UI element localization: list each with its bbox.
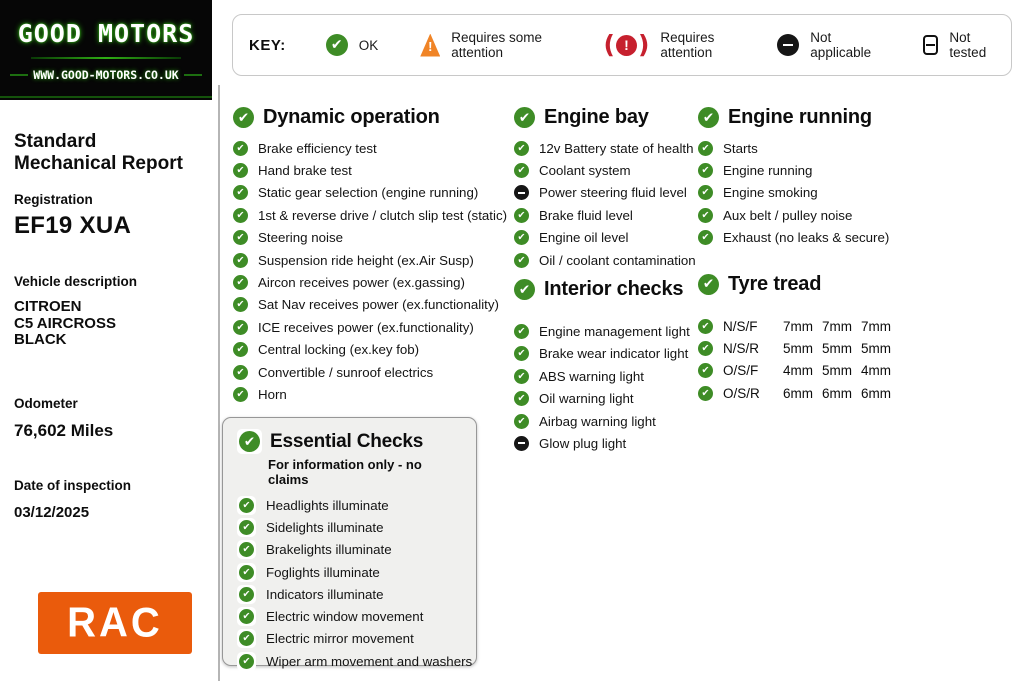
status-icon [233, 365, 248, 380]
check-item [514, 227, 704, 249]
key-item-not-tested [923, 30, 993, 60]
tyre-tread-row [698, 360, 913, 382]
status-icon [514, 185, 529, 200]
tyre-position-label: O/S/F [723, 363, 759, 379]
check-item-label: Static gear selection (engine running) [258, 185, 479, 201]
rac-logo [38, 592, 192, 654]
tyre-depth-value: 5mm [861, 341, 891, 357]
status-icon [698, 363, 713, 378]
vehicle-model: C5 AIRCROSS [14, 314, 116, 332]
check-item-label: Oil warning light [539, 391, 634, 407]
odometer-block [14, 396, 198, 441]
tyre-depth-value: 6mm [783, 385, 813, 401]
status-icon [239, 609, 254, 624]
key-legend [232, 14, 1012, 76]
check-item-label: Sidelights illuminate [266, 519, 384, 535]
check-item-label: Engine running [723, 163, 813, 179]
column-dynamic-operation [233, 106, 509, 406]
sidebar-divider [218, 85, 220, 681]
status-icon [514, 414, 529, 429]
status-icon [514, 163, 529, 178]
check-item [233, 361, 509, 383]
vehicle-make: CITROEN [14, 298, 82, 315]
check-item [237, 650, 473, 672]
vehicle-description-block [14, 274, 198, 349]
section-status-icon [698, 274, 719, 295]
check-item [514, 182, 704, 204]
status-icon [233, 387, 248, 402]
check-item-label: Brake fluid level [539, 207, 633, 223]
key-item-label: Not tested [949, 30, 987, 60]
section-engine-bay [514, 106, 704, 271]
alert-icon: ( ! ) [604, 35, 650, 56]
tyre-position-label: N/S/R [723, 341, 760, 357]
vehicle-colour: BLACK [14, 331, 67, 348]
status-icon [233, 253, 248, 268]
report-sidebar [0, 100, 218, 521]
tyre-depth-value: 4mm [783, 363, 813, 379]
tyre-depth-value: 5mm [822, 363, 852, 379]
check-item-label: Foglights illuminate [266, 564, 380, 580]
check-item-label: Aircon receives power (ex.gassing) [258, 275, 465, 291]
check-item [233, 383, 509, 405]
tyre-measurements [783, 363, 891, 378]
rac-logo-text: RAC [67, 599, 163, 646]
status-icon [239, 542, 254, 557]
tyre-depth-value: 7mm [861, 318, 891, 334]
check-item-label: Horn [258, 386, 287, 402]
key-label: KEY: [249, 36, 286, 54]
status-icon [514, 141, 529, 156]
key-item-not-applicable [777, 30, 871, 60]
status-icon [239, 587, 254, 602]
check-item-label: Wiper arm movement and washers [266, 653, 473, 669]
tyre-depth-value: 7mm [783, 318, 813, 334]
status-icon [233, 320, 248, 335]
check-item-label: Brakelights illuminate [266, 542, 392, 558]
key-item-label: Requires attention [660, 30, 715, 60]
status-icon [514, 346, 529, 361]
check-item-label: ICE receives power (ex.functionality) [258, 319, 474, 335]
check-item [237, 605, 464, 627]
check-item [514, 137, 704, 159]
check-item-label: Oil / coolant contamination [539, 252, 696, 268]
status-icon [233, 275, 248, 290]
tyre-depth-value: 6mm [822, 385, 852, 401]
status-icon [514, 208, 529, 223]
check-item [698, 182, 913, 204]
key-item-attention [604, 30, 730, 60]
check-item [514, 388, 704, 410]
tyre-depth-value: 7mm [822, 318, 852, 334]
status-icon [233, 297, 248, 312]
check-item [514, 343, 704, 365]
check-item [237, 583, 464, 605]
check-item [698, 137, 913, 159]
tyre-tread-row [698, 315, 913, 337]
check-item-label: Engine oil level [539, 230, 629, 246]
check-item [514, 159, 704, 181]
section-title: Tyre tread [728, 272, 822, 295]
inspection-date-label: Date of inspection [14, 477, 132, 493]
status-icon [698, 208, 713, 223]
check-item [698, 227, 913, 249]
status-icon [698, 319, 713, 334]
tyre-measurements [783, 386, 891, 401]
key-item-label: OK [358, 37, 379, 53]
section-title: Interior checks [544, 278, 684, 301]
check-item-label: Airbag warning light [539, 413, 656, 429]
check-item [237, 494, 464, 516]
check-item [514, 410, 704, 432]
section-status-icon [514, 107, 535, 128]
status-icon [514, 324, 529, 339]
status-icon [239, 631, 254, 646]
section-interior-checks [514, 278, 704, 454]
brand-name: GOOD MOTORS [17, 18, 195, 48]
status-icon [514, 436, 529, 451]
check-item [237, 516, 464, 538]
tyre-measurements [783, 341, 891, 356]
report-title: Standard Mechanical Report [14, 131, 183, 174]
tyre-position-label: N/S/F [723, 318, 758, 334]
essential-checks-subtitle: For information only - no claims [268, 457, 422, 487]
check-item-label: ABS warning light [539, 368, 644, 384]
check-item-label: Power steering fluid level [539, 185, 687, 201]
status-icon [233, 230, 248, 245]
check-item-label: Engine management light [539, 324, 690, 340]
status-icon [239, 654, 254, 669]
check-item-label: Exhaust (no leaks & secure) [723, 230, 890, 246]
tyre-measurements [783, 319, 891, 334]
check-item [233, 159, 509, 181]
good-motors-logo [0, 0, 212, 100]
logo-divider [31, 57, 181, 59]
check-item-label: Hand brake test [258, 163, 352, 179]
status-icon [239, 520, 254, 535]
check-item-label: Steering noise [258, 230, 344, 246]
status-icon [698, 185, 713, 200]
section-engine-running [698, 106, 913, 249]
status-icon [698, 141, 713, 156]
section-title: Essential Checks [270, 430, 424, 452]
check-item [237, 628, 464, 650]
inspection-date-block [14, 478, 198, 521]
section-status-icon [514, 279, 535, 300]
status-icon [698, 341, 713, 356]
check-item [237, 539, 464, 561]
check-item [233, 316, 509, 338]
check-item-label: Headlights illuminate [266, 497, 389, 513]
registration-label: Registration [14, 192, 93, 207]
check-item-label: Electric window movement [266, 609, 424, 625]
section-title: Dynamic operation [263, 106, 440, 128]
odometer-value: 76,602 Miles [14, 420, 114, 440]
check-item-label: 12v Battery state of health [539, 140, 694, 156]
check-item [698, 159, 913, 181]
status-icon [233, 185, 248, 200]
check-item-label: Electric mirror movement [266, 631, 414, 647]
check-item-label: Indicators illuminate [266, 586, 384, 602]
section-dynamic-operation [233, 106, 509, 406]
status-icon [233, 342, 248, 357]
tyre-tread-row [698, 337, 913, 359]
check-item [514, 204, 704, 226]
key-item-label: Not applicable [810, 30, 872, 60]
check-item-label: Engine smoking [723, 185, 818, 201]
check-item [233, 271, 509, 293]
check-item [233, 339, 509, 361]
key-item-ok [326, 34, 379, 56]
check-item-label: Coolant system [539, 163, 631, 179]
essential-checks-box [222, 417, 477, 669]
status-icon [233, 141, 248, 156]
vehicle-description-label: Vehicle description [14, 274, 138, 289]
status-icon [698, 386, 713, 401]
check-item [514, 432, 704, 454]
odometer-label: Odometer [14, 395, 78, 411]
check-item-label: Central locking (ex.key fob) [258, 342, 420, 358]
status-icon [514, 230, 529, 245]
section-title: Engine bay [544, 106, 649, 128]
registration-value: EF19 XUA [14, 212, 132, 239]
registration-block [14, 192, 198, 240]
not-applicable-icon [777, 34, 799, 56]
check-item-label: Starts [723, 140, 758, 156]
column-engine-running [698, 106, 913, 405]
status-icon [514, 253, 529, 268]
key-item-some-attention [420, 30, 559, 60]
tyre-tread-row [698, 382, 913, 404]
status-icon [239, 565, 254, 580]
check-item [233, 182, 509, 204]
section-status-icon [239, 431, 260, 452]
status-icon [698, 163, 713, 178]
check-item [514, 320, 704, 342]
check-item [514, 249, 704, 271]
ok-icon [326, 34, 348, 56]
check-item [233, 294, 509, 316]
check-item [698, 204, 913, 226]
check-item-label: Suspension ride height (ex.Air Susp) [258, 252, 474, 268]
tyre-depth-value: 5mm [783, 341, 813, 357]
check-item-label: Brake wear indicator light [539, 346, 689, 362]
check-item-label: Sat Nav receives power (ex.functionality) [258, 297, 499, 313]
section-status-icon [698, 107, 719, 128]
check-item [233, 227, 509, 249]
status-icon [239, 498, 254, 513]
warning-triangle-icon [420, 34, 440, 57]
status-icon [514, 391, 529, 406]
section-title: Engine running [728, 106, 872, 128]
check-item-label: Glow plug light [539, 435, 627, 451]
status-icon [233, 208, 248, 223]
check-item [233, 204, 509, 226]
section-tyre-tread [698, 273, 913, 405]
check-item-label: 1st & reverse drive / clutch slip test (static) [258, 207, 508, 223]
tyre-depth-value: 5mm [822, 341, 852, 357]
check-item [233, 137, 509, 159]
check-item [233, 249, 509, 271]
key-item-label: Requires some attention [451, 30, 543, 60]
check-item [237, 561, 464, 583]
status-icon [233, 163, 248, 178]
check-item-label: Brake efficiency test [258, 140, 377, 156]
check-item [514, 365, 704, 387]
tyre-position-label: O/S/R [723, 385, 760, 401]
status-icon [514, 369, 529, 384]
tyre-depth-value: 6mm [861, 385, 891, 401]
inspection-date-value: 03/12/2025 [14, 503, 90, 521]
not-tested-icon [923, 35, 938, 55]
section-status-icon [233, 107, 254, 128]
brand-url: WWW.GOOD-MOTORS.CO.UK [10, 68, 202, 82]
tyre-depth-value: 4mm [861, 363, 891, 379]
status-icon [698, 230, 713, 245]
check-item-label: Convertible / sunroof electrics [258, 364, 434, 380]
check-item-label: Aux belt / pulley noise [723, 207, 853, 223]
column-engine-bay [514, 106, 704, 455]
